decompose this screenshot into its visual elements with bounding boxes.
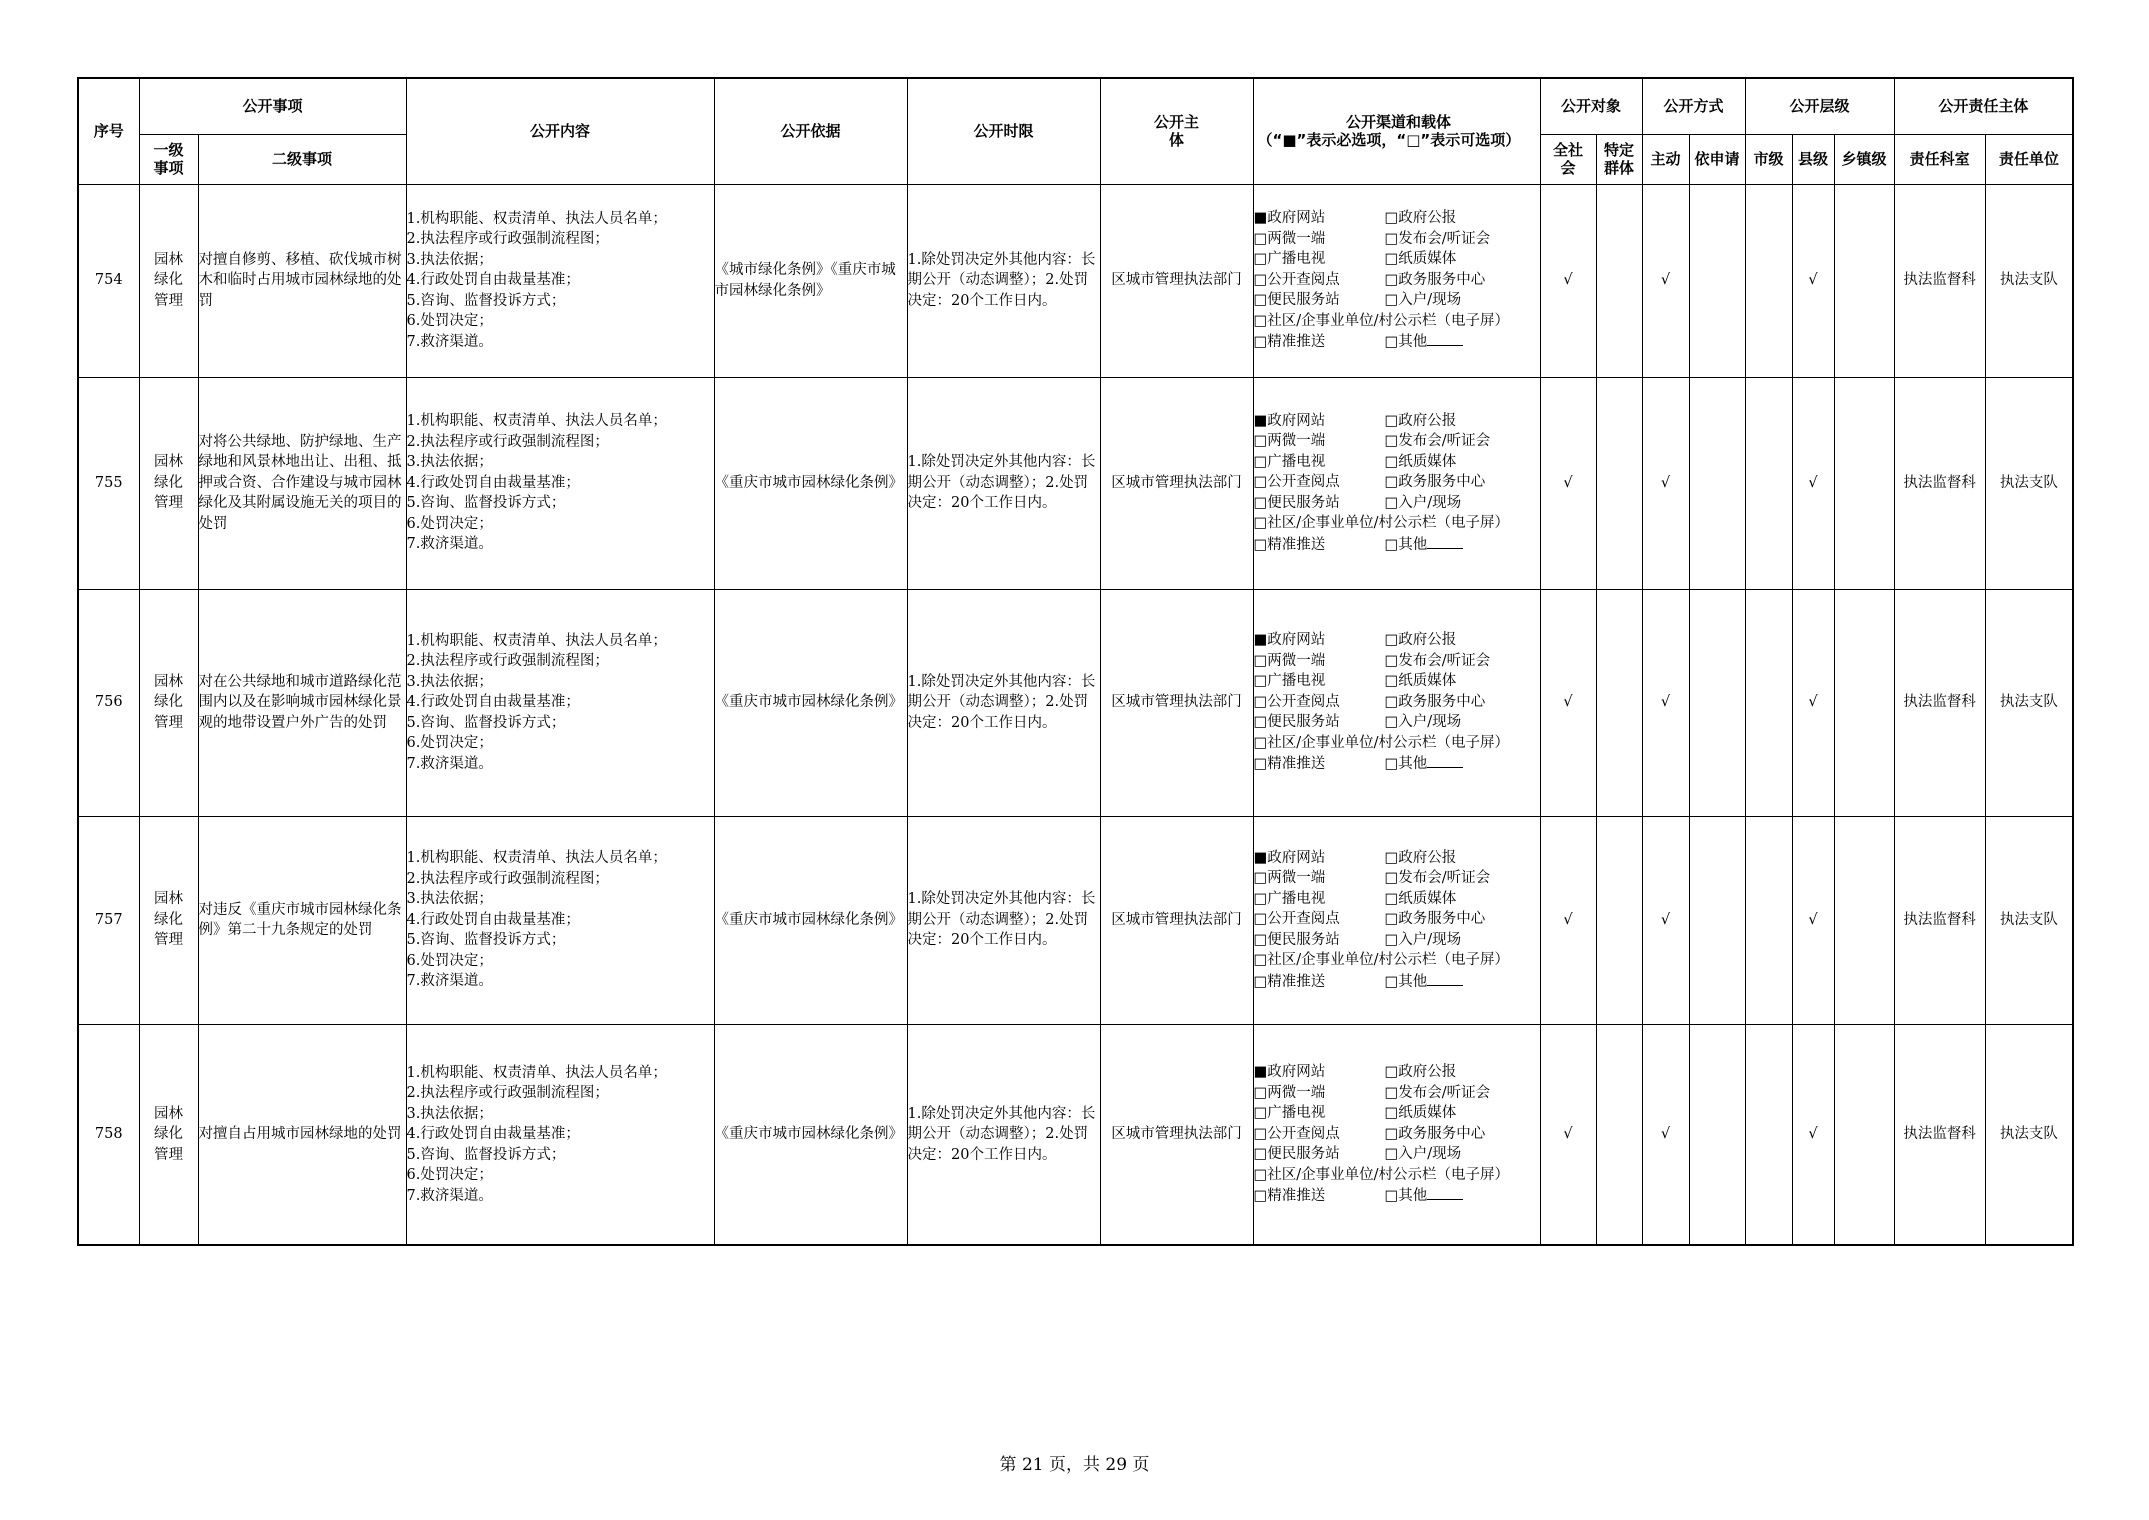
channel-two-micro: □两微一端 [1253,433,1326,450]
cell-resp-dept: 执法监督科 [1894,377,1985,589]
content-line: 2.执法程序或行政强制流程图； [406,433,609,450]
channel-precise-push: □精准推送 [1253,1188,1326,1204]
channel-household-site: □入户/现场 [1384,931,1462,948]
page-footer: 第 21 页，共 29 页 [999,1455,1150,1475]
channel-press-hearing: □发布会/听证会 [1384,433,1491,450]
cell-level1 [139,589,198,816]
channel-paper-media: □纸质媒体 [1384,453,1457,470]
channel-paper-media: □纸质媒体 [1384,890,1457,907]
channel-row-1 [1254,848,1540,869]
content-line: 6.处罚决定； [406,515,493,532]
cell-content [406,589,714,816]
cell-level-city [1745,1024,1792,1245]
content-line: 7.救济渠道。 [406,333,493,350]
channel-gov-gazette: □政府公报 [1384,210,1457,227]
cell-basis: 《重庆市城市园林绿化条例》 [714,589,907,816]
channel-row-5 [1254,1144,1540,1165]
cell-basis: 《重庆市城市园林绿化条例》 [714,1024,907,1245]
channel-row-3 [1254,1103,1540,1124]
channel-precise-push: □精准推送 [1253,756,1326,773]
cell-resp-unit: 执法支队 [1985,377,2073,589]
channel-household-site: □入户/现场 [1384,292,1462,309]
channel-service-center: □政务服务中心 [1384,271,1486,288]
cell-level-town [1834,184,1894,377]
header-mode-active: 主动 [1642,134,1689,184]
channel-household-site: □入户/现场 [1384,494,1462,511]
header-time-limit [907,78,1100,184]
channel-row-5 [1254,712,1540,733]
channel-row-1 [1254,411,1540,432]
header-level1 [139,134,198,184]
cell-level1-text: 园林绿化管理 [154,891,183,949]
cell-target-all: √ [1540,589,1596,816]
channel-row-3 [1254,452,1540,473]
cell-mode-request [1689,377,1745,589]
header-target-group: 公开对象 [1540,78,1642,134]
cell-time-limit [907,1024,1100,1245]
channel-other-text: □其他 [1384,973,1428,990]
channel-broadcast-tv: □广播电视 [1253,251,1326,268]
channel-public-reading: □公开查阅点 [1253,271,1340,288]
cell-level1-text: 园林绿化管理 [154,1105,183,1163]
channel-gov-website: ■政府网站 [1253,210,1326,227]
channel-row-7 [1254,534,1540,556]
cell-content [406,816,714,1024]
cell-mode-request [1689,589,1745,816]
cell-level-county: √ [1792,184,1834,377]
channel-row-4 [1254,692,1540,713]
cell-target-specific [1596,377,1642,589]
table-row [78,1024,2073,1245]
channel-gov-website: ■政府网站 [1253,1064,1326,1080]
cell-level1 [139,1024,198,1245]
channel-row-3 [1254,671,1540,692]
content-line: 2.执法程序或行政强制流程图； [406,1085,609,1101]
content-line: 2.执法程序或行政强制流程图； [406,653,609,670]
channel-two-micro: □两微一端 [1253,230,1326,247]
cell-mode-active: √ [1642,377,1689,589]
cell-mode-request [1689,1024,1745,1245]
cell-channels [1253,589,1540,816]
channel-broadcast-tv: □广播电视 [1253,890,1326,907]
channel-row-2 [1254,431,1540,452]
channel-community-board: □社区/企事业单位/村公示栏（电子屏） [1253,515,1509,532]
cell-level-county: √ [1792,589,1834,816]
cell-level2: 对擅自修剪、移植、砍伐城市树木和临时占用城市园林绿地的处罚 [198,184,406,377]
cell-resp-unit: 执法支队 [1985,816,2073,1024]
channel-press-hearing: □发布会/听证会 [1384,870,1491,887]
header-channel-title: 公开渠道和载体 [1346,113,1452,132]
channel-convenience-station: □便民服务站 [1253,494,1340,511]
cell-seq: 754 [78,184,139,377]
channel-service-center: □政务服务中心 [1384,693,1486,710]
content-line: 1.机构职能、权责清单、执法人员名单； [406,850,667,867]
cell-time-limit [907,816,1100,1024]
content-line: 5.咨询、监督投诉方式； [406,292,566,309]
channel-other-text: □其他 [1384,756,1428,773]
header-seq: 序号 [78,78,139,184]
channel-row-1 [1254,630,1540,651]
cell-level1-text: 园林绿化管理 [154,673,183,731]
cell-resp-unit: 执法支队 [1985,589,2073,816]
cell-time-limit-text: 1.除处罚决定外其他内容：长期公开（动态调整）；2.处罚决定：20个工作日内。 [907,891,1096,949]
channel-public-reading: □公开查阅点 [1253,1125,1340,1142]
cell-target-specific [1596,589,1642,816]
cell-channels [1253,816,1540,1024]
channel-public-reading: □公开查阅点 [1253,474,1340,491]
channel-convenience-station: □便民服务站 [1253,714,1340,731]
cell-target-specific [1596,816,1642,1024]
content-line: 5.咨询、监督投诉方式； [406,495,566,512]
channel-row-3 [1254,889,1540,910]
content-line: 7.救济渠道。 [406,536,493,553]
channel-other-blank [1427,1185,1463,1200]
cell-basis: 《城市绿化条例》《重庆市城市园林绿化条例》 [714,184,907,377]
cell-subject: 区城市管理执法部门 [1100,589,1253,816]
channel-row-1 [1254,1062,1540,1083]
channel-row-3 [1254,249,1540,270]
channel-row-7 [1254,1185,1540,1207]
cell-content [406,377,714,589]
cell-level1-text: 园林绿化管理 [154,251,183,309]
header-subject [1100,78,1253,184]
channel-service-center: □政务服务中心 [1384,474,1486,491]
channel-other-blank [1427,534,1463,549]
cell-level1-text: 园林绿化管理 [154,454,183,512]
content-line: 5.咨询、监督投诉方式； [406,932,566,949]
content-line: 5.咨询、监督投诉方式； [406,714,566,731]
content-line: 4.行政处罚自由裁量基准； [406,1126,580,1142]
channel-broadcast-tv: □广播电视 [1253,1105,1326,1121]
channel-community-board: □社区/企事业单位/村公示栏（电子屏） [1253,952,1509,969]
channel-press-hearing: □发布会/听证会 [1384,230,1491,247]
channel-row-2 [1254,868,1540,889]
cell-mode-active: √ [1642,184,1689,377]
channel-convenience-station: □便民服务站 [1253,1146,1340,1162]
channel-broadcast-tv: □广播电视 [1253,673,1326,690]
content-line: 3.执法依据； [406,673,493,690]
cell-channels [1253,377,1540,589]
cell-resp-dept: 执法监督科 [1894,1024,1985,1245]
channel-row-7 [1254,331,1540,353]
channel-household-site: □入户/现场 [1384,714,1462,731]
channel-row-4 [1254,1124,1540,1145]
cell-level-city [1745,589,1792,816]
content-line: 6.处罚决定； [406,735,493,752]
channel-other [1385,753,1464,775]
channel-two-micro: □两微一端 [1253,870,1326,887]
cell-level-county: √ [1792,1024,1834,1245]
cell-subject: 区城市管理执法部门 [1100,377,1253,589]
channel-precise-push: □精准推送 [1253,334,1326,351]
content-line: 7.救济渠道。 [406,1187,493,1204]
header-level-town: 乡镇级 [1834,134,1894,184]
cell-level2: 对在公共绿地和城市道路绿化范围内以及在影响城市园林绿化景观的地带设置户外广告的处罚 [198,589,406,816]
channel-other-blank [1427,971,1463,986]
channel-gov-gazette: □政府公报 [1384,412,1457,429]
cell-level-town [1834,1024,1894,1245]
channel-gov-website: ■政府网站 [1253,412,1326,429]
channel-other-text: □其他 [1384,536,1428,553]
cell-content [406,1024,714,1245]
content-line: 3.执法依据； [406,251,493,268]
cell-subject: 区城市管理执法部门 [1100,1024,1253,1245]
header-level-city: 市级 [1745,134,1792,184]
cell-mode-active: √ [1642,589,1689,816]
cell-time-limit-text: 1.除处罚决定外其他内容：长期公开（动态调整）；2.处罚决定：20个工作日内。 [907,673,1096,731]
header-level1-text: 一级事项 [153,141,184,177]
cell-level-city [1745,816,1792,1024]
content-line: 1.机构职能、权责清单、执法人员名单； [406,1064,667,1081]
content-line: 3.执法依据； [406,454,493,471]
content-line: 4.行政处罚自由裁量基准； [406,694,580,711]
channel-other-text: □其他 [1384,334,1428,351]
cell-mode-request [1689,184,1745,377]
header-basis: 公开依据 [714,78,907,184]
cell-target-specific [1596,1024,1642,1245]
cell-seq: 757 [78,816,139,1024]
channel-press-hearing: □发布会/听证会 [1384,1084,1491,1101]
cell-seq: 756 [78,589,139,816]
channel-row-4 [1254,270,1540,291]
cell-target-all: √ [1540,1024,1596,1245]
content-line: 1.机构职能、权责清单、执法人员名单； [406,632,667,649]
channel-community-board: □社区/企事业单位/村公示栏（电子屏） [1253,312,1509,329]
table-row [78,377,2073,589]
table-row [78,589,2073,816]
content-line: 7.救济渠道。 [406,973,493,990]
header-subject-text: 公开主体 [1154,113,1200,150]
content-line: 6.处罚决定； [406,952,493,969]
cell-level-town [1834,377,1894,589]
header-target-all-text: 全社会 [1553,141,1584,177]
content-line: 4.行政处罚自由裁量基准； [406,911,580,928]
content-line: 1.机构职能、权责清单、执法人员名单； [406,413,667,430]
channel-community-board: □社区/企事业单位/村公示栏（电子屏） [1253,1166,1509,1183]
header-resp-dept: 责任科室 [1894,134,1985,184]
channel-paper-media: □纸质媒体 [1384,673,1457,690]
table-row [78,816,2073,1024]
channel-row-5 [1254,493,1540,514]
table-body [78,184,2073,1245]
cell-subject: 区城市管理执法部门 [1100,816,1253,1024]
cell-time-limit [907,377,1100,589]
channel-precise-push: □精准推送 [1253,973,1326,990]
channel-other-text: □其他 [1384,1188,1428,1204]
content-line: 3.执法依据； [406,1105,493,1122]
cell-mode-active: √ [1642,816,1689,1024]
channel-row-2 [1254,651,1540,672]
channel-public-reading: □公开查阅点 [1253,693,1340,710]
cell-seq: 755 [78,377,139,589]
cell-channels [1253,184,1540,377]
cell-level-city [1745,184,1792,377]
cell-time-limit-text: 1.除处罚决定外其他内容：长期公开（动态调整）；2.处罚决定：20个工作日内。 [907,1105,1096,1163]
cell-level-city [1745,377,1792,589]
header-mode-request: 依申请 [1689,134,1745,184]
cell-resp-dept: 执法监督科 [1894,589,1985,816]
header-content: 公开内容 [406,78,714,184]
cell-target-all: √ [1540,816,1596,1024]
channel-paper-media: □纸质媒体 [1384,251,1457,268]
cell-resp-unit: 执法支队 [1985,1024,2073,1245]
channel-other [1385,534,1464,556]
content-line: 2.执法程序或行政强制流程图； [406,870,609,887]
cell-channels [1253,1024,1540,1245]
channel-press-hearing: □发布会/听证会 [1384,652,1491,669]
cell-level-town [1834,589,1894,816]
channel-row-5 [1254,930,1540,951]
channel-row-4 [1254,472,1540,493]
cell-subject: 区城市管理执法部门 [1100,184,1253,377]
content-line: 6.处罚决定； [406,1167,493,1183]
channel-gov-gazette: □政府公报 [1384,1064,1457,1080]
channel-gov-website: ■政府网站 [1253,849,1326,866]
channel-other [1385,1185,1464,1207]
content-line: 4.行政处罚自由裁量基准； [406,474,580,491]
cell-level2: 对违反《重庆市城市园林绿化条例》第二十九条规定的处罚 [198,816,406,1024]
header-time-limit-text: 公开时限 [973,122,1034,141]
cell-level-town [1834,816,1894,1024]
header-mode-group: 公开方式 [1642,78,1745,134]
cell-basis: 《重庆市城市园林绿化条例》 [714,377,907,589]
channel-row-1 [1254,208,1540,229]
channel-other [1385,331,1464,353]
channel-two-micro: □两微一端 [1253,652,1326,669]
content-line: 5.咨询、监督投诉方式； [406,1146,566,1163]
channel-service-center: □政务服务中心 [1384,1125,1486,1142]
header-target-specific-text: 特定群体 [1604,141,1635,177]
cell-resp-dept: 执法监督科 [1894,816,1985,1024]
cell-level1 [139,184,198,377]
channel-two-micro: □两微一端 [1253,1084,1326,1101]
cell-target-all: √ [1540,377,1596,589]
header-channel [1253,78,1540,184]
table-row [78,184,2073,377]
header-resp-group: 公开责任主体 [1894,78,2073,134]
channel-convenience-station: □便民服务站 [1253,292,1340,309]
cell-level2: 对将公共绿地、防护绿地、生产绿地和风景林地出让、出租、抵押或合资、合作建设与城市园林绿化及其附属设施无关的项目的处罚 [198,377,406,589]
channel-precise-push: □精准推送 [1253,536,1326,553]
content-line: 4.行政处罚自由裁量基准； [406,272,580,289]
cell-seq: 758 [78,1024,139,1245]
header-item-group: 公开事项 [139,78,406,134]
cell-level2: 对擅自占用城市园林绿地的处罚 [198,1024,406,1245]
cell-level1 [139,377,198,589]
cell-time-limit [907,589,1100,816]
header-resp-unit: 责任单位 [1985,134,2073,184]
header-level-group: 公开层级 [1745,78,1894,134]
header-channel-note: （“■”表示必选项，“□”表示可选项） [1257,131,1521,150]
content-line: 2.执法程序或行政强制流程图； [406,231,609,248]
channel-community-board: □社区/企事业单位/村公示栏（电子屏） [1253,734,1509,751]
channel-row-7 [1254,971,1540,993]
channel-broadcast-tv: □广播电视 [1253,453,1326,470]
channel-gov-gazette: □政府公报 [1384,849,1457,866]
cell-basis: 《重庆市城市园林绿化条例》 [714,816,907,1024]
header-target-all [1540,134,1596,184]
content-line: 7.救济渠道。 [406,755,493,772]
cell-mode-request [1689,816,1745,1024]
channel-row-7 [1254,753,1540,775]
cell-content [406,184,714,377]
header-level2: 二级事项 [198,134,406,184]
header-target-specific [1596,134,1642,184]
content-line: 6.处罚决定； [406,313,493,330]
cell-mode-active: √ [1642,1024,1689,1245]
cell-time-limit-text: 1.除处罚决定外其他内容：长期公开（动态调整）；2.处罚决定：20个工作日内。 [907,251,1096,309]
content-line: 3.执法依据； [406,891,493,908]
channel-service-center: □政务服务中心 [1384,911,1486,928]
disclosure-table [77,77,2074,1246]
channel-gov-website: ■政府网站 [1253,632,1326,649]
channel-household-site: □入户/现场 [1384,1146,1462,1162]
channel-convenience-station: □便民服务站 [1253,931,1340,948]
channel-row-2 [1254,1083,1540,1104]
cell-level1 [139,816,198,1024]
cell-level-county: √ [1792,816,1834,1024]
cell-resp-unit: 执法支队 [1985,184,2073,377]
content-line: 1.机构职能、权责清单、执法人员名单； [406,210,667,227]
channel-row-2 [1254,229,1540,250]
channel-other-blank [1427,753,1463,768]
channel-paper-media: □纸质媒体 [1384,1105,1457,1121]
channel-row-4 [1254,909,1540,930]
channel-public-reading: □公开查阅点 [1253,911,1340,928]
cell-target-all: √ [1540,184,1596,377]
cell-time-limit [907,184,1100,377]
channel-other-blank [1427,331,1463,346]
channel-row-5 [1254,290,1540,311]
cell-level-county: √ [1792,377,1834,589]
cell-time-limit-text: 1.除处罚决定外其他内容：长期公开（动态调整）；2.处罚决定：20个工作日内。 [907,454,1096,512]
channel-gov-gazette: □政府公报 [1384,632,1457,649]
channel-other [1385,971,1464,993]
cell-resp-dept: 执法监督科 [1894,184,1985,377]
cell-target-specific [1596,184,1642,377]
header-level-county: 县级 [1792,134,1834,184]
